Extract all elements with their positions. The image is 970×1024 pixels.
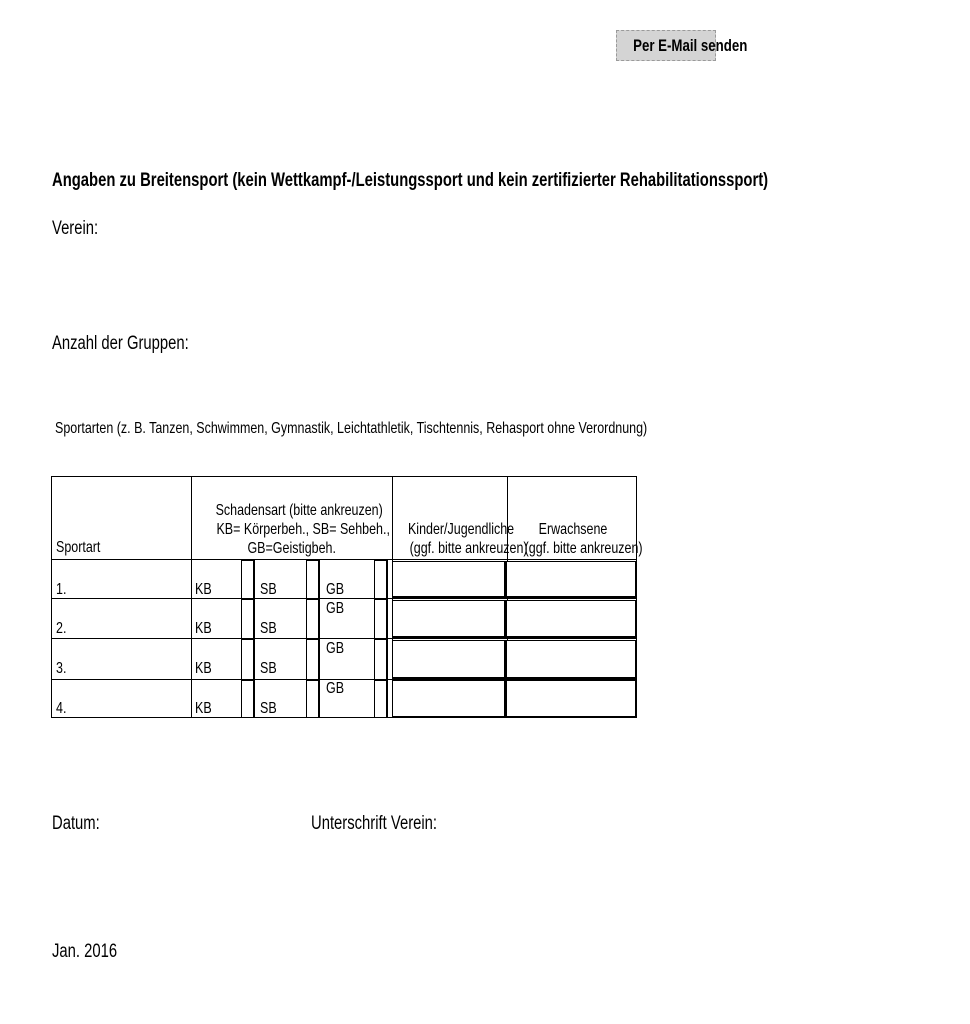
kb-label: KB [195,620,212,637]
row-divider [52,638,636,639]
gb-label: GB [326,581,345,598]
sb-label: SB [260,660,277,677]
sport-table [51,476,643,718]
kb-checkbox[interactable] [241,560,255,599]
email-send-button-label: Per E-Mail senden [633,36,748,55]
datum-label: Datum: [52,813,100,834]
kinder-field[interactable] [392,680,506,718]
row-number: 1. [56,581,67,598]
gruppen-label: Anzahl der Gruppen: [52,333,189,354]
gb-checkbox[interactable] [374,599,388,639]
gb-label: GB [326,680,345,697]
sb-label: SB [260,700,277,717]
gb-checkbox[interactable] [374,560,388,599]
erwachsene-field[interactable] [506,561,637,598]
erwachsene-field[interactable] [506,600,637,638]
version-label: Jan. 2016 [52,941,118,962]
sb-label: SB [260,581,277,598]
verein-label: Verein: [52,218,99,239]
kinder-field[interactable] [392,640,506,679]
row-number: 4. [56,700,67,717]
erwachsene-field[interactable] [506,680,637,718]
kb-label: KB [195,700,212,717]
kb-checkbox[interactable] [241,680,255,718]
header-schadensart: Schadensart (bitte ankreuzen) KB= Körperbeh., SB= Sehbeh., GB=Geistigbeh. [215,502,390,557]
sb-label: SB [260,620,277,637]
sb-checkbox[interactable] [306,680,320,718]
row-number: 3. [56,660,67,677]
kb-label: KB [195,660,212,677]
header-sportart: Sportart [56,539,101,556]
gb-checkbox[interactable] [374,680,388,718]
kb-checkbox[interactable] [241,599,255,639]
sb-checkbox[interactable] [306,639,320,680]
sportarten-hint: Sportarten (z. B. Tanzen, Schwimmen, Gymnastik, Leichtathletik, Tischtennis, Rehasport ohne Verordnung) [55,420,648,437]
gb-label: GB [326,600,345,617]
header-erwachsene: Erwachsene (ggf. bitte ankreuzen) [524,521,643,557]
erwachsene-field[interactable] [506,640,637,679]
unterschrift-label: Unterschrift Verein: [311,813,438,834]
row-divider [52,559,636,560]
email-send-button[interactable] [616,30,748,61]
gb-label: GB [326,640,345,657]
form-heading: Angaben zu Breitensport (kein Wettkampf-/Leistungssport und kein zertifizierter Rehabilitationssport) [52,170,769,191]
kinder-field[interactable] [392,561,506,598]
sb-checkbox[interactable] [306,599,320,639]
row-number: 2. [56,620,67,637]
sb-checkbox[interactable] [306,560,320,599]
kb-checkbox[interactable] [241,639,255,680]
kinder-field[interactable] [392,600,506,638]
header-kinder: Kinder/Jugendliche (ggf. bitte ankreuzen) [407,521,528,557]
kb-label: KB [195,581,212,598]
gb-checkbox[interactable] [374,639,388,680]
